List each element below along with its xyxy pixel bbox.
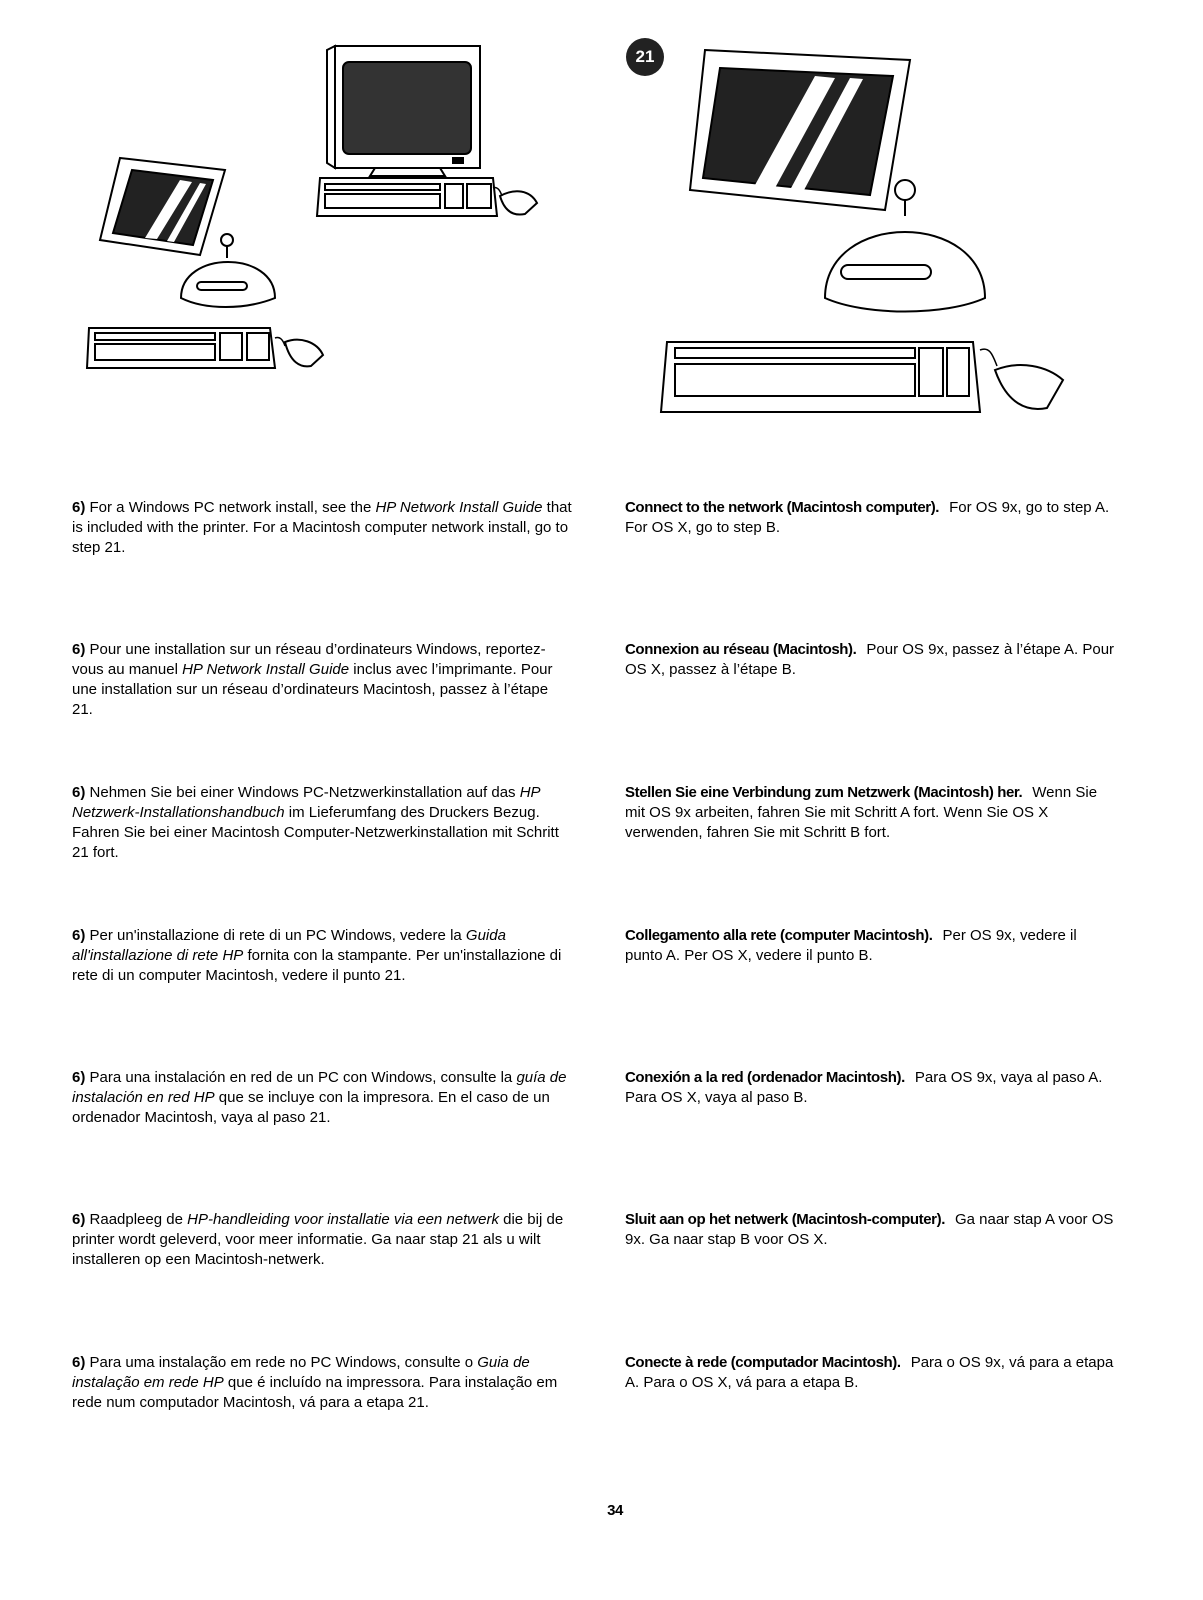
section-title: Sluit aan op het netwerk (Macintosh-computer). xyxy=(625,1211,945,1228)
section-title: Stellen Sie eine Verbindung zum Netzwerk (Macintosh) her. xyxy=(625,784,1023,801)
crt-computer-illustration xyxy=(315,38,545,218)
left-paragraph: 6) Pour une installation sur un réseau d’ordinateurs Windows, reportez-vous au manuel HP Network Install Guide inclus avec l’imprimante. Pour une installation sur un réseau d’ordinateurs Macintosh, passez à l’étape 21. xyxy=(72,641,553,718)
left-paragraph: 6) Para una instalación en red de un PC con Windows, consulte la guía de instalación en red HP que se incluye con la impresora. En el caso de un ordenador Macintosh, vaya al paso 21. xyxy=(72,1069,567,1126)
right-paragraph: Conexión a la red (ordenador Macintosh). Para OS 9x, vaya al paso A. Para OS X, vaya al paso B. xyxy=(625,1069,1103,1106)
page-number: 34 xyxy=(607,1502,623,1519)
right-paragraph: Stellen Sie eine Verbindung zum Netzwerk (Macintosh) her. Wenn Sie mit OS 9x arbeiten, fahren Sie mit Schritt A fort. Wenn Sie OS X verwenden, fahren Sie mit Schritt B fort. xyxy=(625,784,1098,841)
imac-small-illustration xyxy=(85,150,330,375)
section-title: Conecte à rede (computador Macintosh). xyxy=(625,1354,901,1371)
right-paragraph: Sluit aan op het netwerk (Macintosh-computer). Ga naar stap A voor OS 9x. Ga naar stap B voor OS X. xyxy=(625,1211,1114,1248)
left-paragraph: 6) Per un'installazione di rete di un PC Windows, vedere la Guida all'installazione di rete HP fornita con la stampante. Per un'installazione di rete di un computer Macintosh, vedere il punto 21. xyxy=(72,927,562,984)
imac-large-illustration xyxy=(655,40,1075,420)
right-paragraph: Collegamento alla rete (computer Macintosh). Per OS 9x, vedere il punto A. Per OS X, vedere il punto B. xyxy=(625,927,1077,964)
section-title: Collegamento alla rete (computer Macintosh). xyxy=(625,927,933,944)
step-number-badge: 21 xyxy=(626,38,664,76)
section-title: Connexion au réseau (Macintosh). xyxy=(625,641,857,658)
left-paragraph: 6) Raadpleeg de HP-handleiding voor installatie via een netwerk die bij de printer wordt geleverd, voor meer informatie. Ga naar stap 21 als u wilt installeren op een Macintosh-netwerk. xyxy=(72,1211,564,1268)
section-title: Conexión a la red (ordenador Macintosh). xyxy=(625,1069,905,1086)
left-paragraph: 6) Para uma instalação em rede no PC Windows, consulte o Guia de instalação em rede HP que é incluído na impressora. Para instalação em rede num computador Macintosh, vá para a etapa 21. xyxy=(72,1354,558,1411)
right-paragraph: Conecte à rede (computador Macintosh). Para o OS 9x, vá para a etapa A. Para o OS X, vá para a etapa B. xyxy=(625,1354,1114,1391)
right-paragraph: Connexion au réseau (Macintosh). Pour OS 9x, passez à l’étape A. Pour OS X, passez à l’étape B. xyxy=(625,641,1115,678)
left-paragraph: 6) For a Windows PC network install, see the HP Network Install Guide that is included with the printer. For a Macintosh computer network install, go to step 21. xyxy=(72,499,572,556)
right-paragraph: Connect to the network (Macintosh computer). For OS 9x, go to step A. For OS X, go to step B. xyxy=(625,499,1110,536)
left-paragraph: 6) Nehmen Sie bei einer Windows PC-Netzwerkinstallation auf das HP Netzwerk-Installationshandbuch im Lieferumfang des Druckers Bezug. Fahren Sie bei einer Macintosh Computer-Netzwerkinstallation mit Schritt 21 fort. xyxy=(72,784,559,861)
section-title: Connect to the network (Macintosh computer). xyxy=(625,499,940,516)
